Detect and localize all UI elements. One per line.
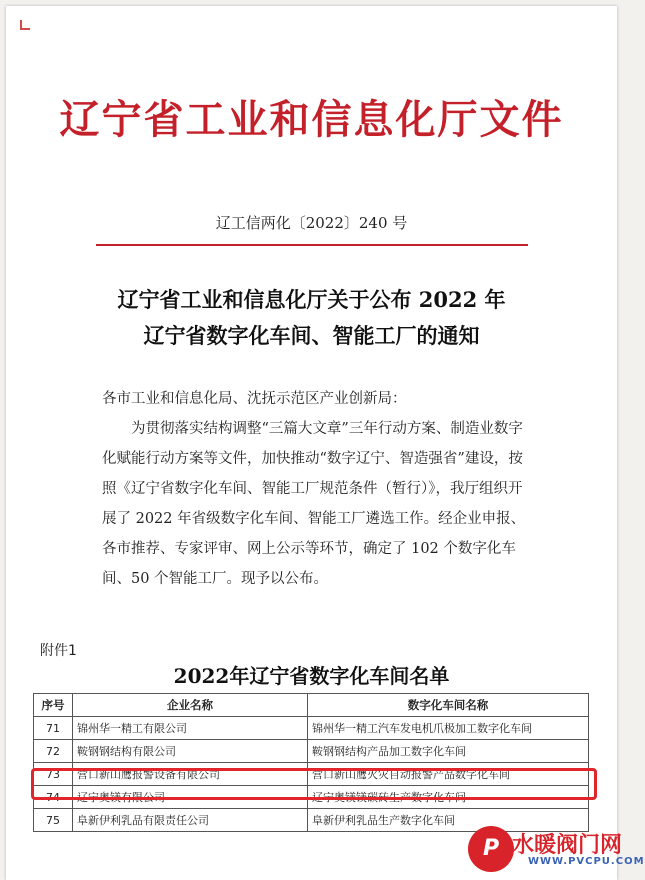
row-workshop: 阜新伊利乳品生产数字化车间 [308, 809, 589, 832]
watermark-site-name: 水暖阀门网 [512, 833, 623, 858]
column-header-company: 企业名称 [73, 694, 308, 717]
notice-body [102, 384, 532, 594]
row-index: 75 [34, 809, 73, 832]
row-company: 锦州华一精工有限公司 [73, 717, 308, 740]
column-header-workshop: 数字化车间名称 [308, 694, 589, 717]
row-index: 71 [34, 717, 73, 740]
row-index: 73 [34, 763, 73, 786]
row-workshop: 辽宁奥镁镁碳砖生产数字化车间 [308, 786, 589, 809]
watermark-url: WWW.PVCPU.COM [528, 856, 645, 867]
notice-title-line2: 辽宁省数字化车间、智能工厂的通知 [143, 323, 480, 348]
salutation: 各市工业和信息化局、沈抚示范区产业创新局： [102, 391, 407, 407]
corner-mark-icon [20, 20, 30, 30]
table-title: 2022年辽宁省数字化车间名单 [173, 664, 450, 688]
table-header-row [34, 694, 589, 717]
watermark-logo-icon: P [468, 826, 514, 872]
row-workshop: 锦州华一精工汽车发电机爪极加工数字化车间 [308, 717, 589, 740]
document-header-title: 辽宁省工业和信息化厅文件 [59, 96, 564, 143]
site-watermark [468, 826, 645, 876]
row-company: 阜新伊利乳品有限责任公司 [73, 809, 308, 832]
row-workshop: 鞍钢钢结构产品加工数字化车间 [308, 740, 589, 763]
attachment-label: 附件1 [40, 643, 77, 659]
body-paragraph: 为贯彻落实结构调整“三篇大文章”三年行动方案、制造业数字化赋能行动方案等文件，加快推动“数字辽宁、智造强省”建设，按照《辽宁省数字化车间、智能工厂规范条件（暂行）》，我厅组织开展了 2022 年省级数字化车间、智能工厂遴选工作。经企业申报、各市推荐、专家评审、网上公示等环节，确定了 102 个数字化车间、50 个智能工厂。现予以公布。 [102, 421, 526, 587]
row-index: 72 [34, 740, 73, 763]
red-divider-line [96, 244, 528, 246]
row-workshop: 营口新山鹰火灾自动报警产品数字化车间 [308, 763, 589, 786]
highlight-box [31, 768, 597, 800]
notice-title-line1: 辽宁省工业和信息化厅关于公布 2022 年 [117, 287, 506, 312]
table-row [34, 717, 589, 740]
row-company: 辽宁奥镁有限公司 [73, 786, 308, 809]
notice-title [6, 282, 617, 354]
row-company: 鞍钢钢结构有限公司 [73, 740, 308, 763]
workshop-list-table [33, 693, 589, 832]
row-company: 营口新山鹰报警设备有限公司 [73, 763, 308, 786]
document-number: 辽工信两化〔2022〕240 号 [215, 214, 408, 232]
column-header-index: 序号 [34, 694, 73, 717]
table-row [34, 740, 589, 763]
row-index: 74 [34, 786, 73, 809]
